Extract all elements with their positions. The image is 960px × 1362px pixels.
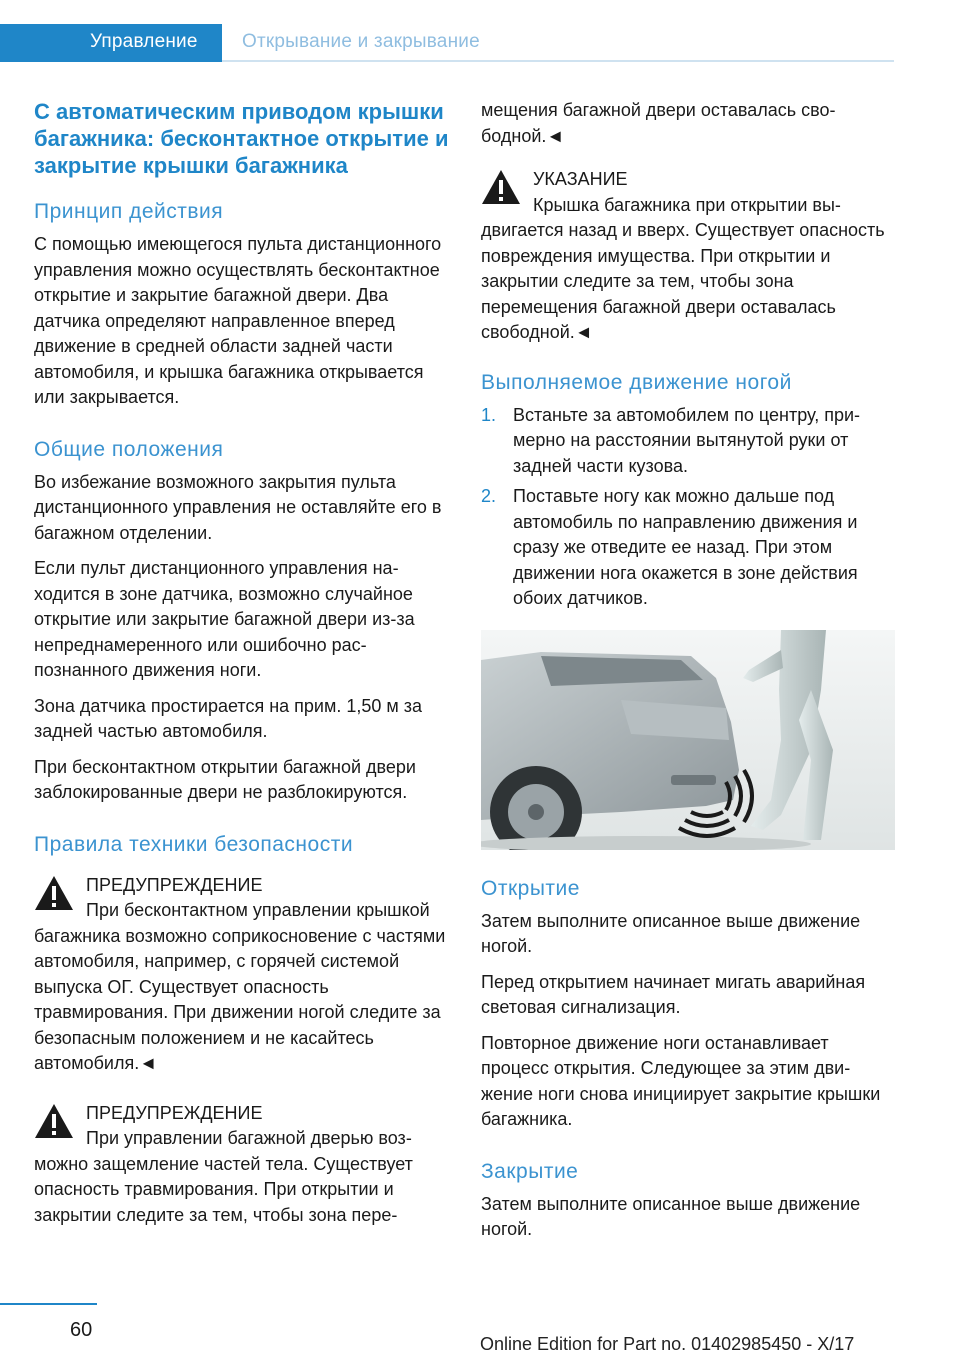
warning-1-text: При бесконтактном управлении крышкой багажника возможно соприкосновение с частями автомобиля, например, с горячей системой выпуска ОГ. Существует опасность травмирования. При движении ногой следите за безопасным положением и не касайтесь автомобиля.◄ <box>34 900 446 1073</box>
general-paragraph-2: Если пульт дистанционного управления находится в зоне датчика, возможно случайное открытие или закрытие багажной двери из-за непреднамеренного или ошибочно распознанного движения ноги. <box>34 558 415 680</box>
continued-text: мещения багажной двери оставалась свободной.◄ <box>481 100 836 146</box>
warning-2-text: При управлении багажной дверью возможно защемление частей тела. Существует опасность травмирования. При открытии и закрытии следите за тем, чтобы зона пере- <box>34 1128 413 1225</box>
right-column <box>481 98 896 1253</box>
page-title: С автоматическим приводом крышки багажника: бесконтактное открытие и закрытие крышки багажника <box>34 99 449 178</box>
list-item <box>481 484 896 612</box>
warning-triangle-icon <box>34 1103 74 1139</box>
opening-paragraph-1: Затем выполните описанное выше движение ногой. <box>481 910 861 956</box>
left-column <box>34 98 452 1244</box>
step-number: 1. <box>481 404 497 425</box>
warning-triangle-icon <box>481 169 521 205</box>
foot-motion-heading: Выполняемое движение ногой <box>481 370 792 394</box>
foot-motion-steps <box>481 403 896 612</box>
general-paragraph-3: Зона датчика простирается на прим. 1,50 м за задней частью автомобиля. <box>34 695 423 741</box>
notice-block <box>481 167 896 346</box>
list-item <box>481 403 896 480</box>
header-section-label: Управление <box>90 31 198 52</box>
step-text: Поставьте ногу как можно дальше под автомобиль по направлению движения и сразу же отведите ее назад. При этом движении нога окажется в зоне действия обоих датчиков. <box>513 486 858 608</box>
header-rule <box>222 60 894 62</box>
notice-label: УКАЗАНИЕ <box>533 169 628 189</box>
opening-paragraph-2: Перед открытием начинает мигать аварийная световая сигнализация. <box>481 971 866 1017</box>
step-text: Встаньте за автомобилем по центру, примерно на расстоянии вытянутой руки от задней части кузова. <box>513 404 861 476</box>
warning-triangle-icon <box>34 875 74 911</box>
warning-block-2 <box>34 1101 452 1229</box>
foot-motion-illustration <box>481 630 895 850</box>
notice-text: Крышка багажника при открытии выдвигается назад и вверх. Существует опасность повреждения имущества. При открытии и закрытии следите за тем, чтобы зона перемещения багажной двери оставалась свободной.◄ <box>481 194 885 342</box>
footer-rule <box>0 1303 97 1305</box>
page-number: 60 <box>70 1319 93 1341</box>
general-paragraph-4: При бесконтактном открытии багажной двери заблокированные двери не разблокируются. <box>34 756 416 802</box>
warning-2-label: ПРЕДУПРЕЖДЕНИЕ <box>86 1102 263 1123</box>
warning-block-1 <box>34 873 452 1077</box>
opening-heading: Открытие <box>481 876 580 900</box>
step-number: 2. <box>481 486 497 506</box>
header-chapter-label: Открывание и закрывание <box>242 31 480 52</box>
general-paragraph-1: Во избежание возможного закрытия пульта дистанционного управления не оставляйте его в багажном отделении. <box>34 471 442 543</box>
safety-heading: Правила техники безопасности <box>34 832 354 856</box>
edition-note: Online Edition for Part no. 01402985450 - X/17 <box>480 1334 855 1354</box>
closing-paragraph-1: Затем выполните описанное выше движение ногой. <box>481 1193 861 1239</box>
principle-heading: Принцип действия <box>34 200 224 223</box>
principle-text: С помощью имеющегося пульта дистанционного управления можно осуществлять бесконтактное открытие и закрытие багажной двери. Два датчика определяют направленное вперед движение в средней области задней части автомобиля, и крышка багажника открывается или закрывается. <box>34 234 442 407</box>
opening-paragraph-3: Повторное движение ноги останавливает процесс открытия. Следующее за этим движение ноги снова инициирует закрытие крышки багажника. <box>481 1032 881 1129</box>
warning-1-label: ПРЕДУПРЕЖДЕНИЕ <box>86 874 263 895</box>
general-heading: Общие положения <box>34 437 224 461</box>
closing-heading: Закрытие <box>481 1159 579 1183</box>
